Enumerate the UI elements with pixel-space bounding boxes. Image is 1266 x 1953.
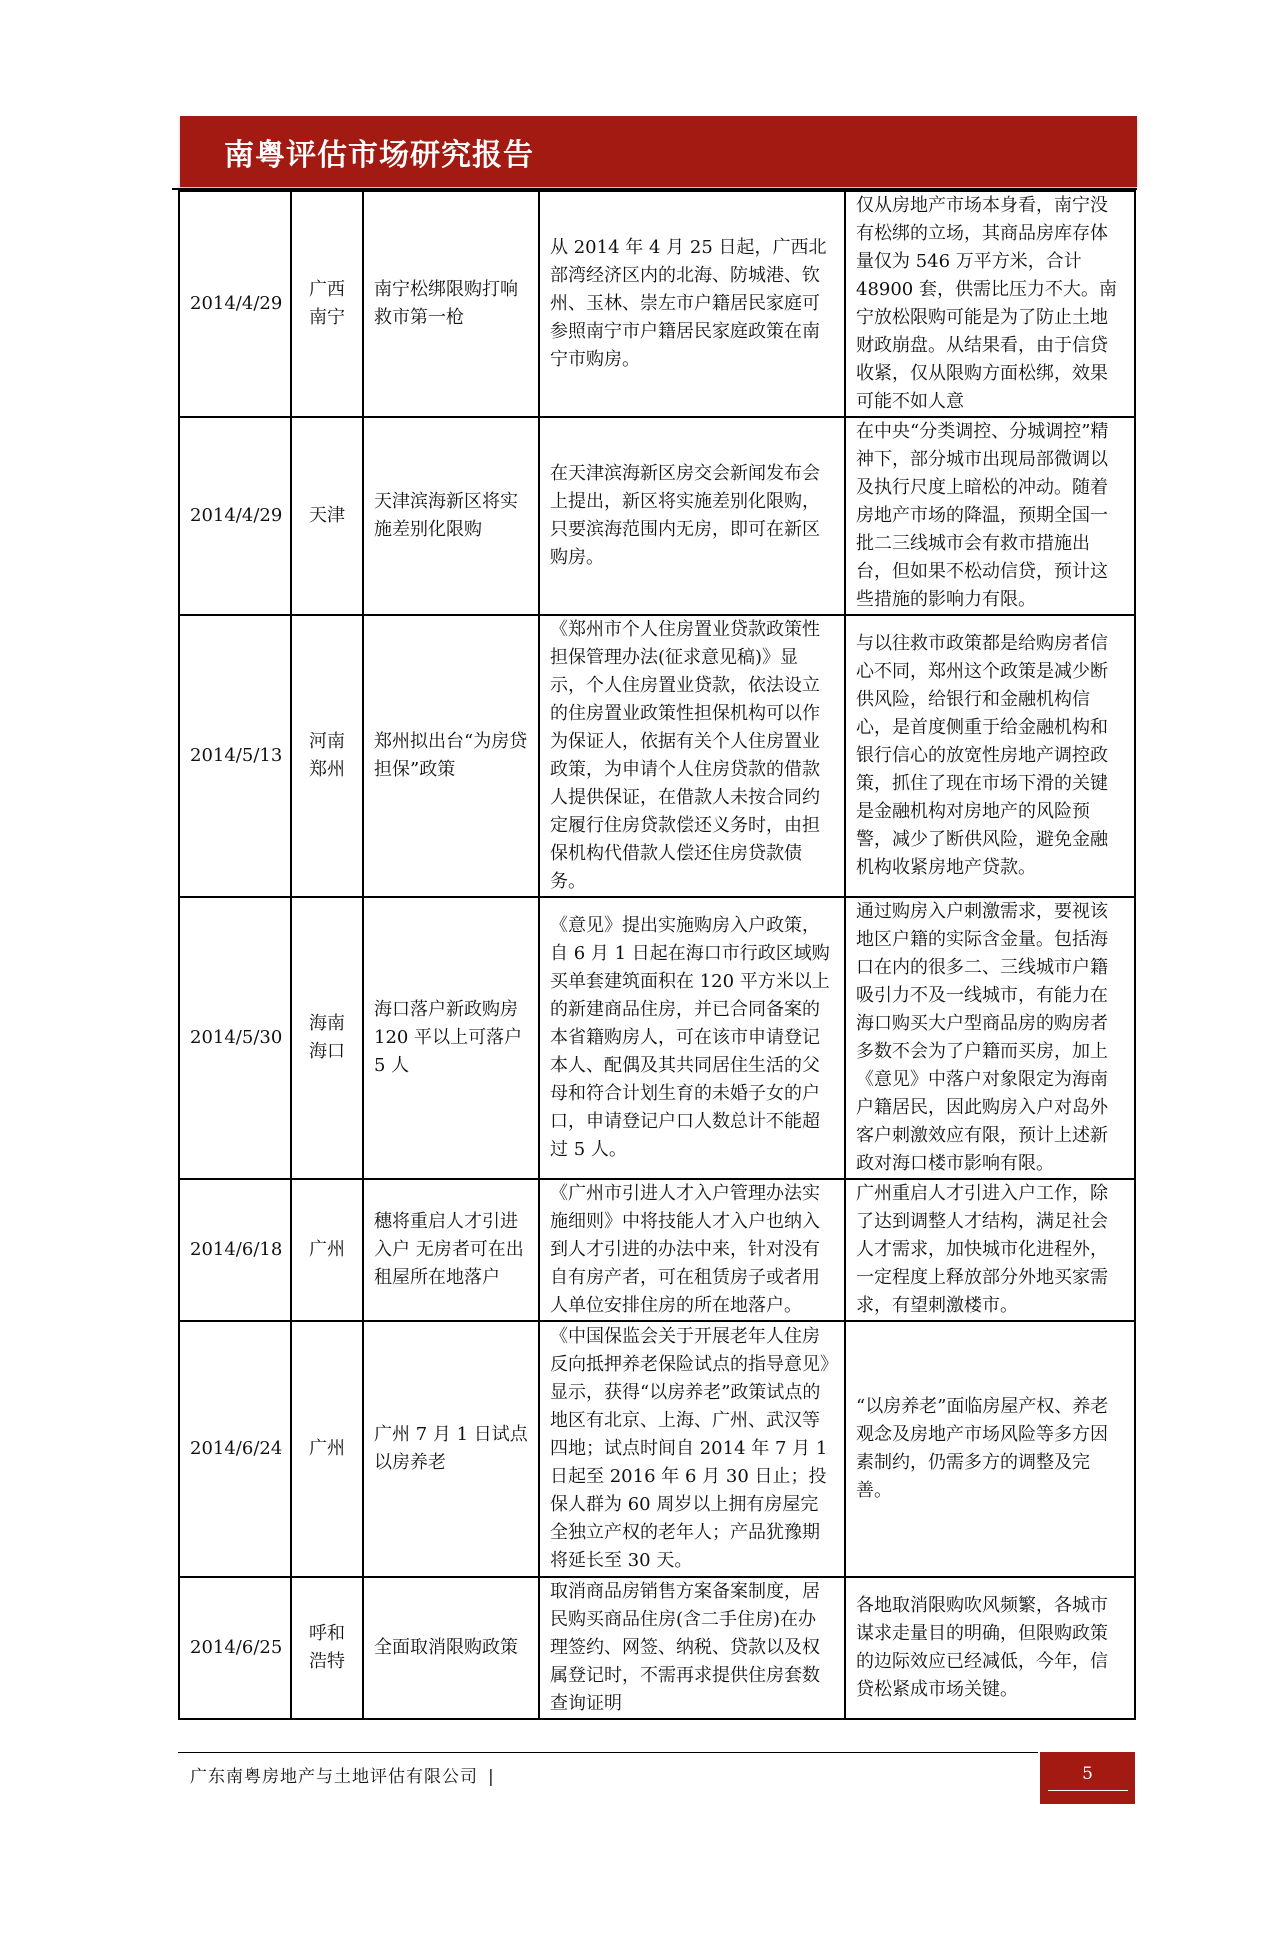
table-row	[179, 191, 1135, 417]
row-commentary: “以房养老”面临房屋产权、养老观念及房地产市场风险等多方因素制约，仍需多方的调整及完善。	[845, 1321, 1135, 1577]
row-commentary: 广州重启人才引进入户工作，除了达到调整人才结构，满足社会人才需求，加快城市化进程外，一定程度上释放部分外地买家需求，有望刺激楼市。	[845, 1179, 1135, 1321]
row-commentary: 在中央“分类调控、分城调控”精神下，部分城市出现局部微调以及执行尺度上暗松的冲动。随着房地产市场的降温，预期全国一批二三线城市会有救市措施出台，但如果不松动信贷，预计这些措施的影响力有限。	[845, 417, 1135, 615]
report-title: 南粤评估市场研究报告	[224, 138, 534, 173]
row-policy-content: 取消商品房销售方案备案制度，居民购买商品住房(含二手住房)在办理签约、网签、纳税、贷款以及权属登记时，不需再求提供住房套数查询证明	[539, 1577, 845, 1719]
row-policy-content: 《郑州市个人住房置业贷款政策性担保管理办法(征求意见稿)》显示，个人住房置业贷款，依法设立的住房置业政策性担保机构可以作为保证人，依据有关个人住房置业政策，为申请个人住房贷款的借款人提供保证，在借款人未按合同约定履行住房贷款偿还义务时，由担保机构代借款人偿还住房贷款债务。	[539, 615, 845, 897]
row-date: 2014/4/29	[179, 191, 291, 417]
row-commentary: 各地取消限购吹风频繁，各城市谋求走量目的明确，但限购政策的边际效应已经减低，今年，信贷松紧成市场关键。	[845, 1577, 1135, 1719]
row-policy-title: 穗将重启人才引进入户 无房者可在出租屋所在地落户	[363, 1179, 539, 1321]
row-city: 广州	[291, 1321, 363, 1577]
row-policy-title: 全面取消限购政策	[363, 1577, 539, 1719]
table-row	[179, 615, 1135, 897]
row-city: 广西南宁	[291, 191, 363, 417]
row-city: 广州	[291, 1179, 363, 1321]
page-number-underline	[1048, 1790, 1128, 1791]
table-row	[179, 1321, 1135, 1577]
row-policy-content: 从 2014 年 4 月 25 日起，广西北部湾经济区内的北海、防城港、钦州、玉林、崇左市户籍居民家庭可参照南宁市户籍居民家庭政策在南宁市购房。	[539, 191, 845, 417]
table-row	[179, 897, 1135, 1179]
row-commentary: 通过购房入户刺激需求，要视该地区户籍的实际含金量。包括海口在内的很多二、三线城市户籍吸引力不及一线城市，有能力在海口购买大户型商品房的购房者多数不会为了户籍而买房，加上《意见》中落户对象限定为海南户籍居民，因此购房入户对岛外客户刺激效应有限，预计上述新政对海口楼市影响有限。	[845, 897, 1135, 1179]
row-policy-title: 广州 7 月 1 日试点以房养老	[363, 1321, 539, 1577]
page-number: 5	[1082, 1764, 1093, 1784]
row-city: 呼和浩特	[291, 1577, 363, 1719]
row-policy-title: 南宁松绑限购打响救市第一枪	[363, 191, 539, 417]
row-city: 海南海口	[291, 897, 363, 1179]
row-date: 2014/5/13	[179, 615, 291, 897]
row-policy-title: 郑州拟出台“为房贷担保”政策	[363, 615, 539, 897]
footer-company	[190, 1762, 495, 1787]
policy-table	[178, 190, 1136, 1720]
footer-separator: |	[488, 1767, 495, 1787]
row-policy-title: 天津滨海新区将实施差别化限购	[363, 417, 539, 615]
row-commentary: 仅从房地产市场本身看，南宁没有松绑的立场，其商品房库存体量仅为 546 万平方米，合计 48900 套，供需比压力不大。南宁放松限购可能是为了防止土地财政崩盘。从结果看，由于信贷收紧，仅从限购方面松绑，效果可能不如人意	[845, 191, 1135, 417]
page-number-box	[1040, 1752, 1135, 1804]
row-city: 河南郑州	[291, 615, 363, 897]
table-row	[179, 1179, 1135, 1321]
report-header-bar	[180, 116, 1137, 187]
table-row	[179, 417, 1135, 615]
row-city: 天津	[291, 417, 363, 615]
row-date: 2014/6/25	[179, 1577, 291, 1719]
footer-divider	[178, 1752, 1038, 1753]
footer-company-name: 广东南粤房地产与土地评估有限公司	[190, 1767, 478, 1787]
row-date: 2014/6/24	[179, 1321, 291, 1577]
row-policy-content: 《中国保监会关于开展老年人住房反向抵押养老保险试点的指导意见》显示，获得“以房养老”政策试点的地区有北京、上海、广州、武汉等四地；试点时间自 2014 年 7 月 1 日起至 2016 年 6 月 30 日止；投保人群为 60 周岁以上拥有房屋完全独立产权的老年人；产品犹豫期将延长至 30 天。	[539, 1321, 845, 1577]
row-date: 2014/5/30	[179, 897, 291, 1179]
row-policy-content: 在天津滨海新区房交会新闻发布会上提出，新区将实施差别化限购，只要滨海范围内无房，即可在新区购房。	[539, 417, 845, 615]
row-policy-content: 《广州市引进人才入户管理办法实施细则》中将技能人才入户也纳入到人才引进的办法中来，针对没有自有房产者，可在租赁房子或者用人单位安排住房的所在地落户。	[539, 1179, 845, 1321]
table-row	[179, 1577, 1135, 1719]
row-policy-content: 《意见》提出实施购房入户政策，自 6 月 1 日起在海口市行政区域购买单套建筑面积在 120 平方米以上的新建商品住房，并已合同备案的本省籍购房人，可在该市申请登记本人、配偶及其共同居住生活的父母和符合计划生育的未婚子女的户口，申请登记户口人数总计不能超过 5 人。	[539, 897, 845, 1179]
row-date: 2014/6/18	[179, 1179, 291, 1321]
row-policy-title: 海口落户新政购房 120 平以上可落户 5 人	[363, 897, 539, 1179]
row-commentary: 与以往救市政策都是给购房者信心不同，郑州这个政策是减少断供风险，给银行和金融机构信心，是首度侧重于给金融机构和银行信心的放宽性房地产调控政策，抓住了现在市场下滑的关键是金融机构对房地产的风险预警，减少了断供风险，避免金融机构收紧房地产贷款。	[845, 615, 1135, 897]
row-date: 2014/4/29	[179, 417, 291, 615]
